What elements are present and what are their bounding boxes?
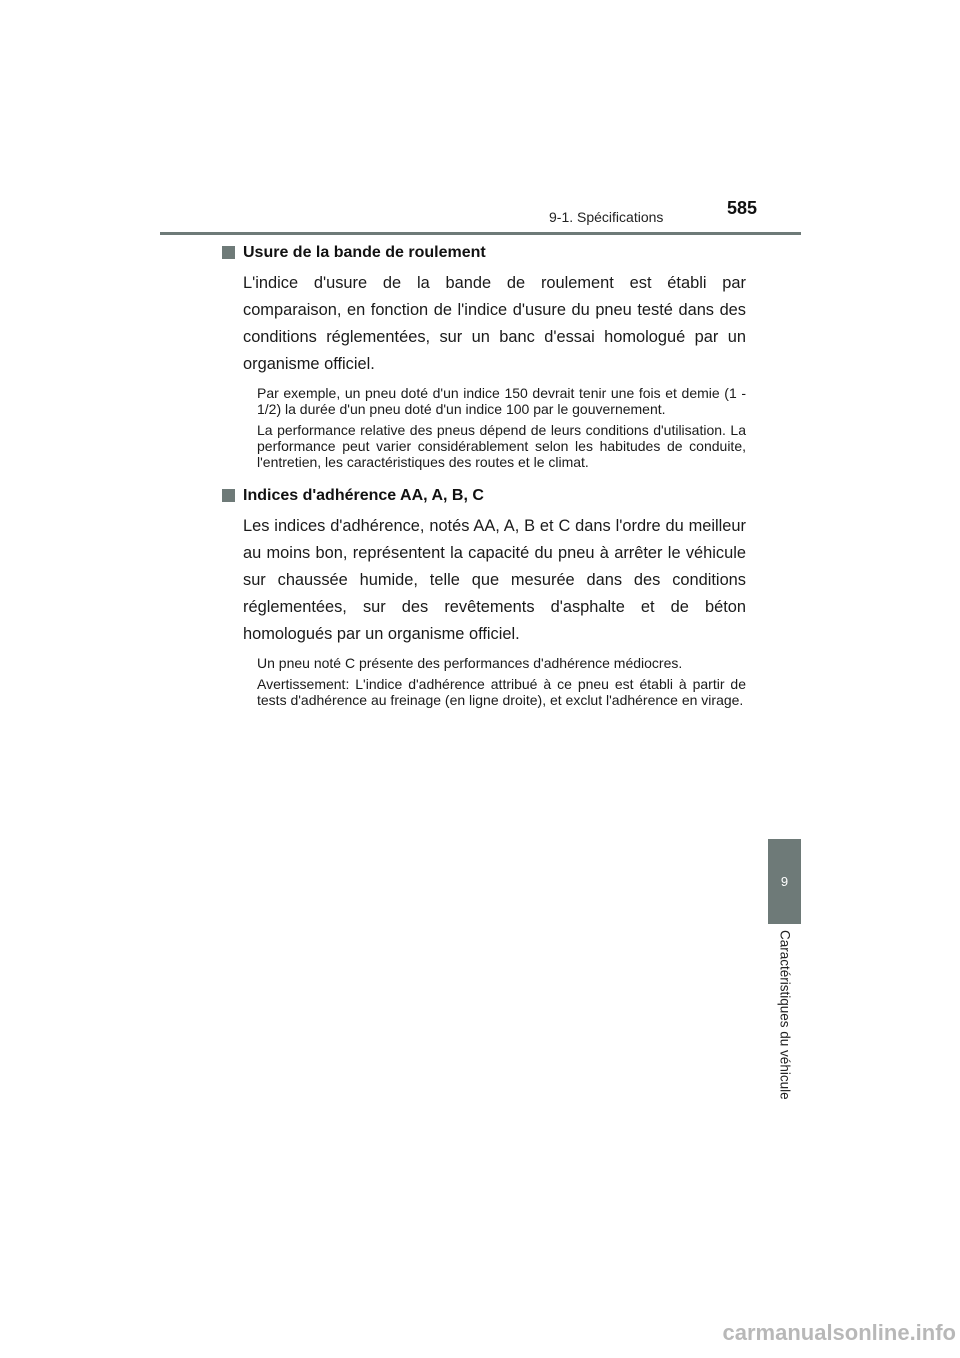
- header-divider: [160, 232, 801, 235]
- section-note: Un pneu noté C présente des performances d'adhérence médiocres.: [257, 654, 683, 671]
- section-body: Les indices d'adhérence, notés AA, A, B et C dans l'ordre du meilleur au moins bon, représentent la capacité du pneu à arrêter le véhicule sur chaussée humide, telle que mesurée dans des conditions réglementées, sur des revêtements d'asphalte et de béton homologués par un organisme officiel.: [243, 516, 746, 643]
- section-body: L'indice d'usure de la bande de roulement est établi par comparaison, en fonction de l'indice d'usure du pneu testé dans des conditions réglementées, sur un banc d'essai homologué par un organisme officiel.: [243, 274, 746, 373]
- section-tread-wear: [222, 242, 746, 471]
- chapter-tab[interactable]: [768, 839, 801, 924]
- chapter-tab-number: 9: [780, 874, 789, 889]
- section-heading: [222, 485, 746, 507]
- section-heading: [222, 242, 746, 264]
- page-number: 585: [727, 198, 758, 218]
- section-note: Par exemple, un pneu doté d'un indice 150 devrait tenir une fois et demie (1 - 1/2) la durée d'un pneu doté d'un indice 100 par le gouvernement.: [257, 385, 746, 417]
- watermark: carmanualsonline.info: [722, 1320, 956, 1345]
- section-heading-text: Indices d'adhérence AA, A, B, C: [243, 486, 484, 504]
- section-heading-text: Usure de la bande de roulement: [243, 244, 486, 261]
- section-traction: [222, 485, 746, 709]
- header-section-title: 9-1. Spécifications: [549, 209, 664, 225]
- section-note: La performance relative des pneus dépend de leurs conditions d'utilisation. La performance peut varier considérablement selon les habitudes de conduite, l'entretien, les caractéristiques des routes et le climat.: [257, 422, 746, 470]
- main-content: [222, 242, 746, 709]
- chapter-label: Caractéristiques du véhicule: [777, 930, 793, 1100]
- section-note: Avertissement: L'indice d'adhérence attribué à ce pneu est établi à partir de tests d'adhérence au freinage (en ligne droite), et exclut l'adhérence en virage.: [257, 676, 746, 708]
- square-bullet-icon: [222, 489, 235, 502]
- square-bullet-icon: [222, 246, 235, 259]
